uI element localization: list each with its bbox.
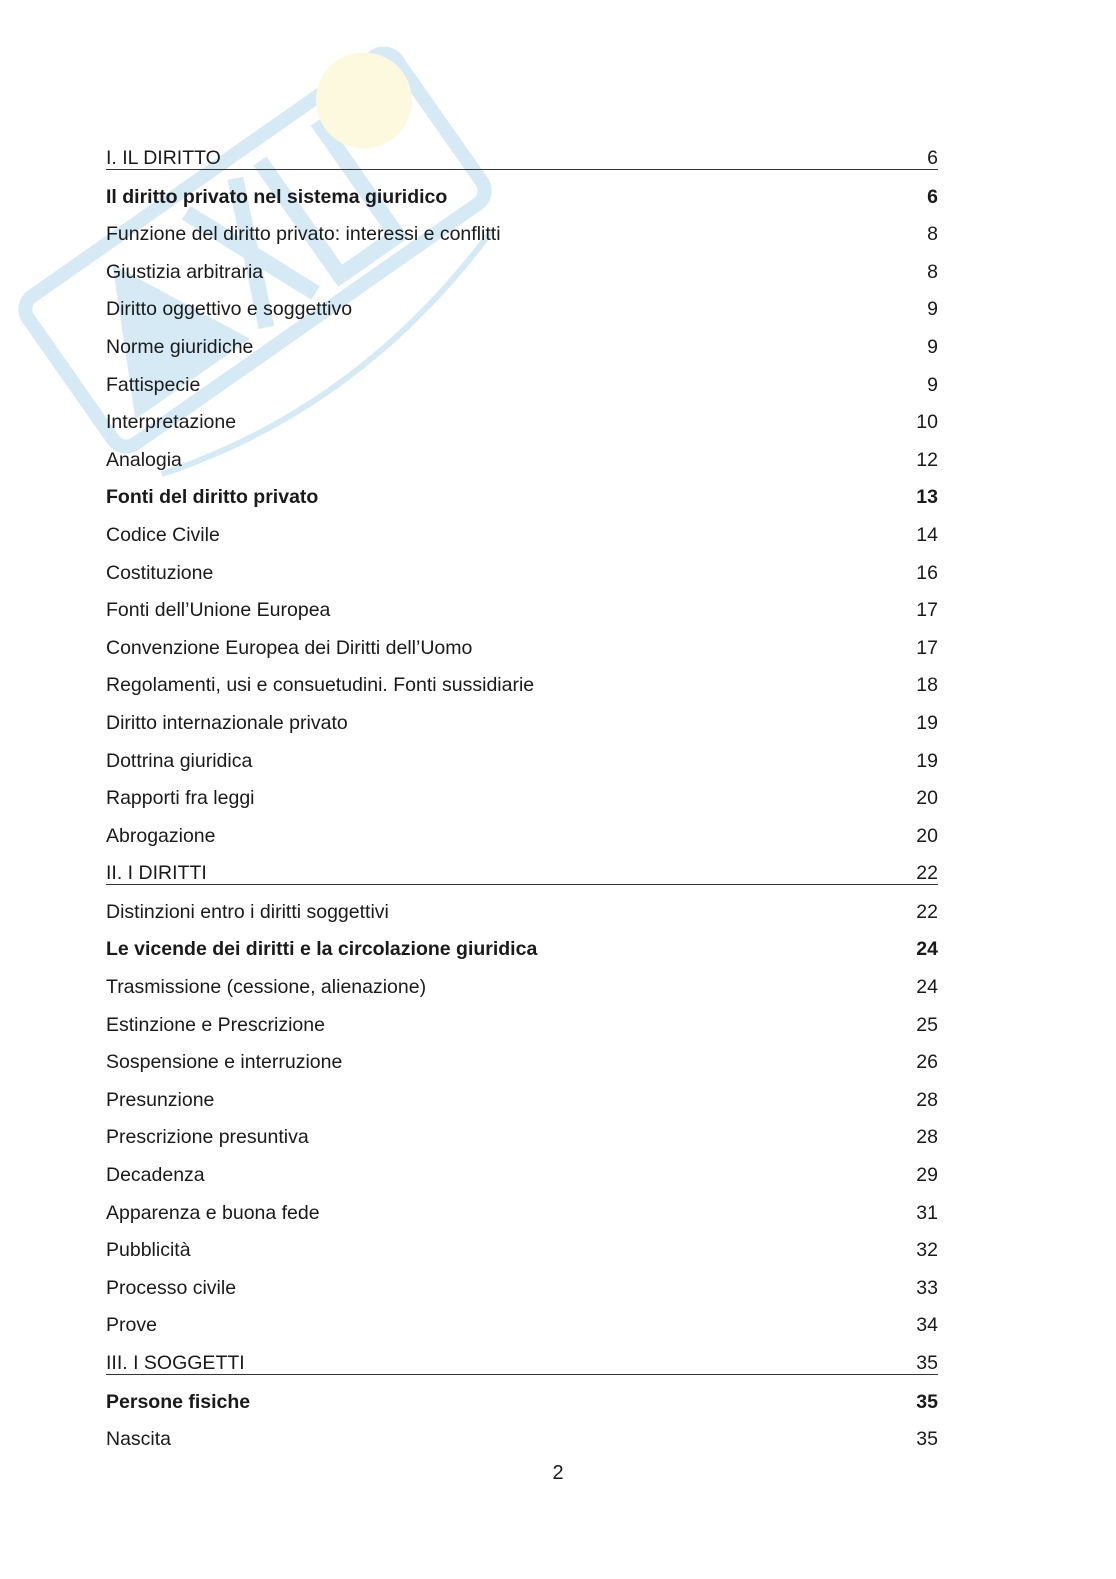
toc-entry-title: Giustizia arbitraria — [106, 260, 264, 283]
toc-entry-title: Interpretazione — [106, 411, 237, 434]
toc-entry-title: Diritto oggettivo e soggettivo — [106, 298, 353, 321]
toc-entry[interactable] — [106, 442, 938, 480]
toc-entry-page: 17 — [916, 636, 938, 659]
toc-entry-title: Rapporti fra leggi — [106, 787, 255, 810]
toc-entry-page: 9 — [927, 298, 938, 321]
toc-entry-title: Nascita — [106, 1428, 172, 1451]
toc-entry[interactable] — [106, 780, 938, 818]
toc-entry-page: 6 — [927, 147, 938, 169]
toc-entry-title: Convenzione Europea dei Diritti dell’Uomo — [106, 636, 473, 659]
toc-entry[interactable] — [106, 1307, 938, 1345]
toc-entry-page: 25 — [916, 1013, 938, 1036]
toc-entry-title: Abrogazione — [106, 824, 216, 847]
toc-entry[interactable] — [106, 1119, 938, 1157]
toc-entry-title: Prove — [106, 1314, 157, 1337]
toc-entry-page: 22 — [916, 900, 938, 923]
toc-entry-page: 35 — [916, 1352, 938, 1374]
toc-entry[interactable] — [106, 667, 938, 705]
toc-entry[interactable] — [106, 818, 938, 856]
toc-entry-title: Decadenza — [106, 1164, 205, 1187]
toc-entry-title: III. I SOGGETTI — [106, 1352, 245, 1374]
toc-entry-page: 34 — [916, 1314, 938, 1337]
toc-entry-page: 8 — [927, 260, 938, 283]
toc-entry[interactable] — [106, 1421, 938, 1459]
toc-entry[interactable] — [106, 140, 938, 170]
toc-entry-title: Diritto internazionale privato — [106, 711, 348, 734]
toc-entry-page: 17 — [916, 599, 938, 622]
toc-entry[interactable] — [106, 216, 938, 254]
toc-entry[interactable] — [106, 743, 938, 781]
toc-entry-page: 32 — [916, 1239, 938, 1262]
toc-entry[interactable] — [106, 894, 938, 932]
toc-entry[interactable] — [106, 705, 938, 743]
toc-entry-title: Dottrina giuridica — [106, 749, 253, 772]
toc-entry-title: Fonti dell’Unione Europea — [106, 599, 331, 622]
toc-entry-page: 20 — [916, 787, 938, 810]
page-number: 2 — [552, 1462, 564, 1484]
toc-entry[interactable] — [106, 555, 938, 593]
toc-entry-page: 8 — [927, 223, 938, 246]
toc-entry-page: 19 — [916, 749, 938, 772]
toc-entry-title: Persone fisiche — [106, 1390, 251, 1413]
toc-entry-page: 18 — [916, 674, 938, 697]
toc-entry-title: Trasmissione (cessione, alienazione) — [106, 976, 427, 999]
toc-entry-page: 10 — [916, 411, 938, 434]
toc-entry-title: Costituzione — [106, 561, 214, 584]
toc-entry-page: 24 — [916, 938, 938, 961]
toc-entry-title: Funzione del diritto privato: interessi e conflitti — [106, 223, 501, 246]
toc-entry[interactable] — [106, 1044, 938, 1082]
toc-entry-title: Norme giuridiche — [106, 335, 254, 358]
toc-entry[interactable] — [106, 367, 938, 405]
toc-entry-title: Pubblicità — [106, 1239, 191, 1262]
toc-entry-page: 26 — [916, 1051, 938, 1074]
toc-entry-page: 35 — [916, 1428, 938, 1451]
toc-entry-title: Fattispecie — [106, 373, 201, 396]
toc-entry-title: Distinzioni entro i diritti soggettivi — [106, 900, 389, 923]
toc-entry-page: 24 — [916, 976, 938, 999]
toc-entry-page: 29 — [916, 1164, 938, 1187]
toc-entry-title: I. IL DIRITTO — [106, 147, 221, 169]
toc-entry-page: 9 — [927, 335, 938, 358]
toc-entry-title: Il diritto privato nel sistema giuridico — [106, 185, 448, 208]
toc-entry-title: Fonti del diritto privato — [106, 486, 319, 509]
toc-entry[interactable] — [106, 1345, 938, 1375]
toc-entry[interactable] — [106, 291, 938, 329]
toc-entry-page: 35 — [916, 1390, 938, 1413]
toc-entry[interactable] — [106, 1082, 938, 1120]
toc-entry-title: Regolamenti, usi e consuetudini. Fonti sussidiarie — [106, 674, 535, 697]
toc-entry-page: 9 — [927, 373, 938, 396]
toc-entry-title: Prescrizione presuntiva — [106, 1126, 309, 1149]
toc-entry[interactable] — [106, 969, 938, 1007]
toc-entry[interactable] — [106, 479, 938, 517]
toc-entry-title: Processo civile — [106, 1276, 237, 1299]
toc-entry-page: 14 — [916, 523, 938, 546]
toc-entry-page: 13 — [916, 486, 938, 509]
toc-entry-page: 20 — [916, 824, 938, 847]
toc-entry[interactable] — [106, 630, 938, 668]
toc-entry-title: Sospensione e interruzione — [106, 1051, 343, 1074]
toc-entry-page: 12 — [916, 448, 938, 471]
toc-entry[interactable] — [106, 1157, 938, 1195]
toc-entry[interactable] — [106, 179, 938, 217]
toc-entry-title: II. I DIRITTI — [106, 862, 207, 885]
toc-entry[interactable] — [106, 931, 938, 969]
toc-entry-page: 28 — [916, 1126, 938, 1149]
toc-entry-title: Apparenza e buona fede — [106, 1201, 320, 1224]
toc-entry-title: Analogia — [106, 448, 182, 471]
toc-entry[interactable] — [106, 1232, 938, 1270]
toc-entry-page: 28 — [916, 1088, 938, 1111]
toc-entry-title: Le vicende dei diritti e la circolazione giuridica — [106, 938, 538, 961]
table-of-contents — [106, 140, 938, 1459]
toc-entry-title: Presunzione — [106, 1088, 215, 1111]
toc-entry-page: 6 — [927, 185, 938, 208]
toc-entry-title: Codice Civile — [106, 523, 220, 546]
toc-entry[interactable] — [106, 517, 938, 555]
toc-entry-page: 16 — [916, 561, 938, 584]
toc-entry-page: 22 — [916, 862, 938, 885]
toc-entry[interactable] — [106, 592, 938, 630]
toc-entry-page: 19 — [916, 711, 938, 734]
toc-entry[interactable] — [106, 1195, 938, 1233]
toc-entry[interactable] — [106, 855, 938, 885]
toc-entry[interactable] — [106, 329, 938, 367]
toc-entry[interactable] — [106, 1384, 938, 1422]
toc-entry-title: Estinzione e Prescrizione — [106, 1013, 325, 1036]
toc-entry[interactable] — [106, 404, 938, 442]
toc-entry[interactable] — [106, 254, 938, 292]
toc-entry[interactable] — [106, 1007, 938, 1045]
toc-entry-page: 33 — [916, 1276, 938, 1299]
toc-entry[interactable] — [106, 1270, 938, 1308]
toc-entry-page: 31 — [916, 1201, 938, 1224]
